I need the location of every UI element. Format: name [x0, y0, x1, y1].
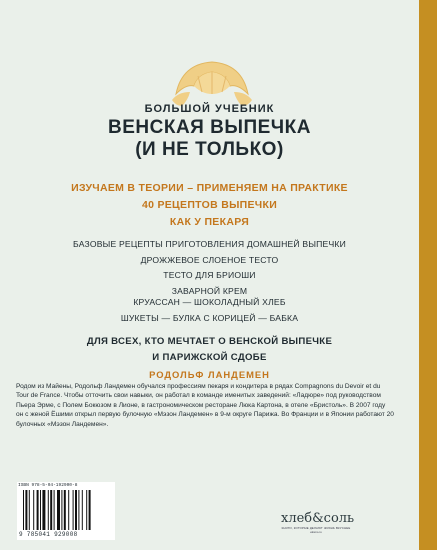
author-name: РОДОЛЬФ ЛАНДЕМЕН	[149, 369, 270, 380]
list-item: ТЕСТО ДЛЯ БРИОШИ	[163, 270, 256, 280]
list-item: БАЗОВЫЕ РЕЦЕПТЫ ПРИГОТОВЛЕНИЯ ДОМАШНЕЙ ВЫПЕЧКИ	[73, 239, 346, 249]
promo-line: 40 РЕЦЕПТОВ ВЫПЕЧКИ	[141, 199, 278, 211]
tagline	[0, 334, 419, 366]
book-spine-stripe	[419, 0, 437, 550]
book-title	[0, 117, 419, 161]
isbn-label: ISBN 978-5-04-192900-8	[18, 483, 78, 488]
list-item: ЗАВАРНОЙ КРЕМ	[171, 285, 248, 296]
promo-line: КАК У ПЕКАРЯ	[169, 216, 250, 228]
list-item: ДРОЖЖЕВОЕ СЛОЕНОЕ ТЕСТО	[140, 254, 279, 265]
publisher-motto: КНИГИ, КОТОРЫЕ ДЕЛАЮТ ЖИЗНЬ ВКУСНЕЕ	[281, 526, 351, 530]
promo-block	[0, 180, 419, 231]
tagline-line: ДЛЯ ВСЕХ, КТО МЕЧТАЕТ О ВЕНСКОЙ ВЫПЕЧКЕ	[86, 336, 333, 347]
base-recipes-list	[0, 237, 419, 299]
publisher-logo	[281, 511, 355, 534]
title-line-1: ВЕНСКАЯ ВЫПЕЧКА	[108, 117, 311, 138]
author-bio: Родом из Майены, Родольф Ландемен обучался профессиям пекаря и кондитера в рядах Compagnons du Devoir et du Tour de France. Чтобы отточить свои навыки, он работал в команде именитых заведений: «Ладюре» под руководством Пьера Эрме, с Полем Бокюзом в Лионе, в гастрономическом ресторане Люка Картона, в отеле «Бристоль». В 2007 году он с женой Ёшими открыл первую булочную «Мэзон Ландемен» в 9-м округе Парижа. Во Франции и в Японии работают 20 булочных «Мэзон Ландемен».	[16, 383, 394, 428]
list-item: КРУАССАН — ШОКОЛАДНЫЙ ХЛЕБ	[133, 297, 286, 307]
book-subtitle: БОЛЬШОЙ УЧЕБНИК	[144, 103, 275, 115]
publisher-name: хлеб&соль	[281, 511, 355, 526]
pastry-list	[0, 295, 419, 326]
barcode	[17, 482, 115, 540]
title-line-2: (И НЕ ТОЛЬКО)	[135, 139, 284, 160]
publisher-site: eksmo.ru	[310, 530, 322, 534]
barcode-bars	[23, 490, 111, 530]
barcode-number: 9 785041 929008	[19, 531, 78, 538]
tagline-line: И ПАРИЖСКОЙ СДОБЕ	[152, 352, 267, 363]
promo-line: ИЗУЧАЕМ В ТЕОРИИ – ПРИМЕНЯЕМ НА ПРАКТИКЕ	[71, 182, 348, 194]
list-item: ШУКЕТЫ — БУЛКА С КОРИЦЕЙ — БАБКА	[120, 312, 299, 323]
